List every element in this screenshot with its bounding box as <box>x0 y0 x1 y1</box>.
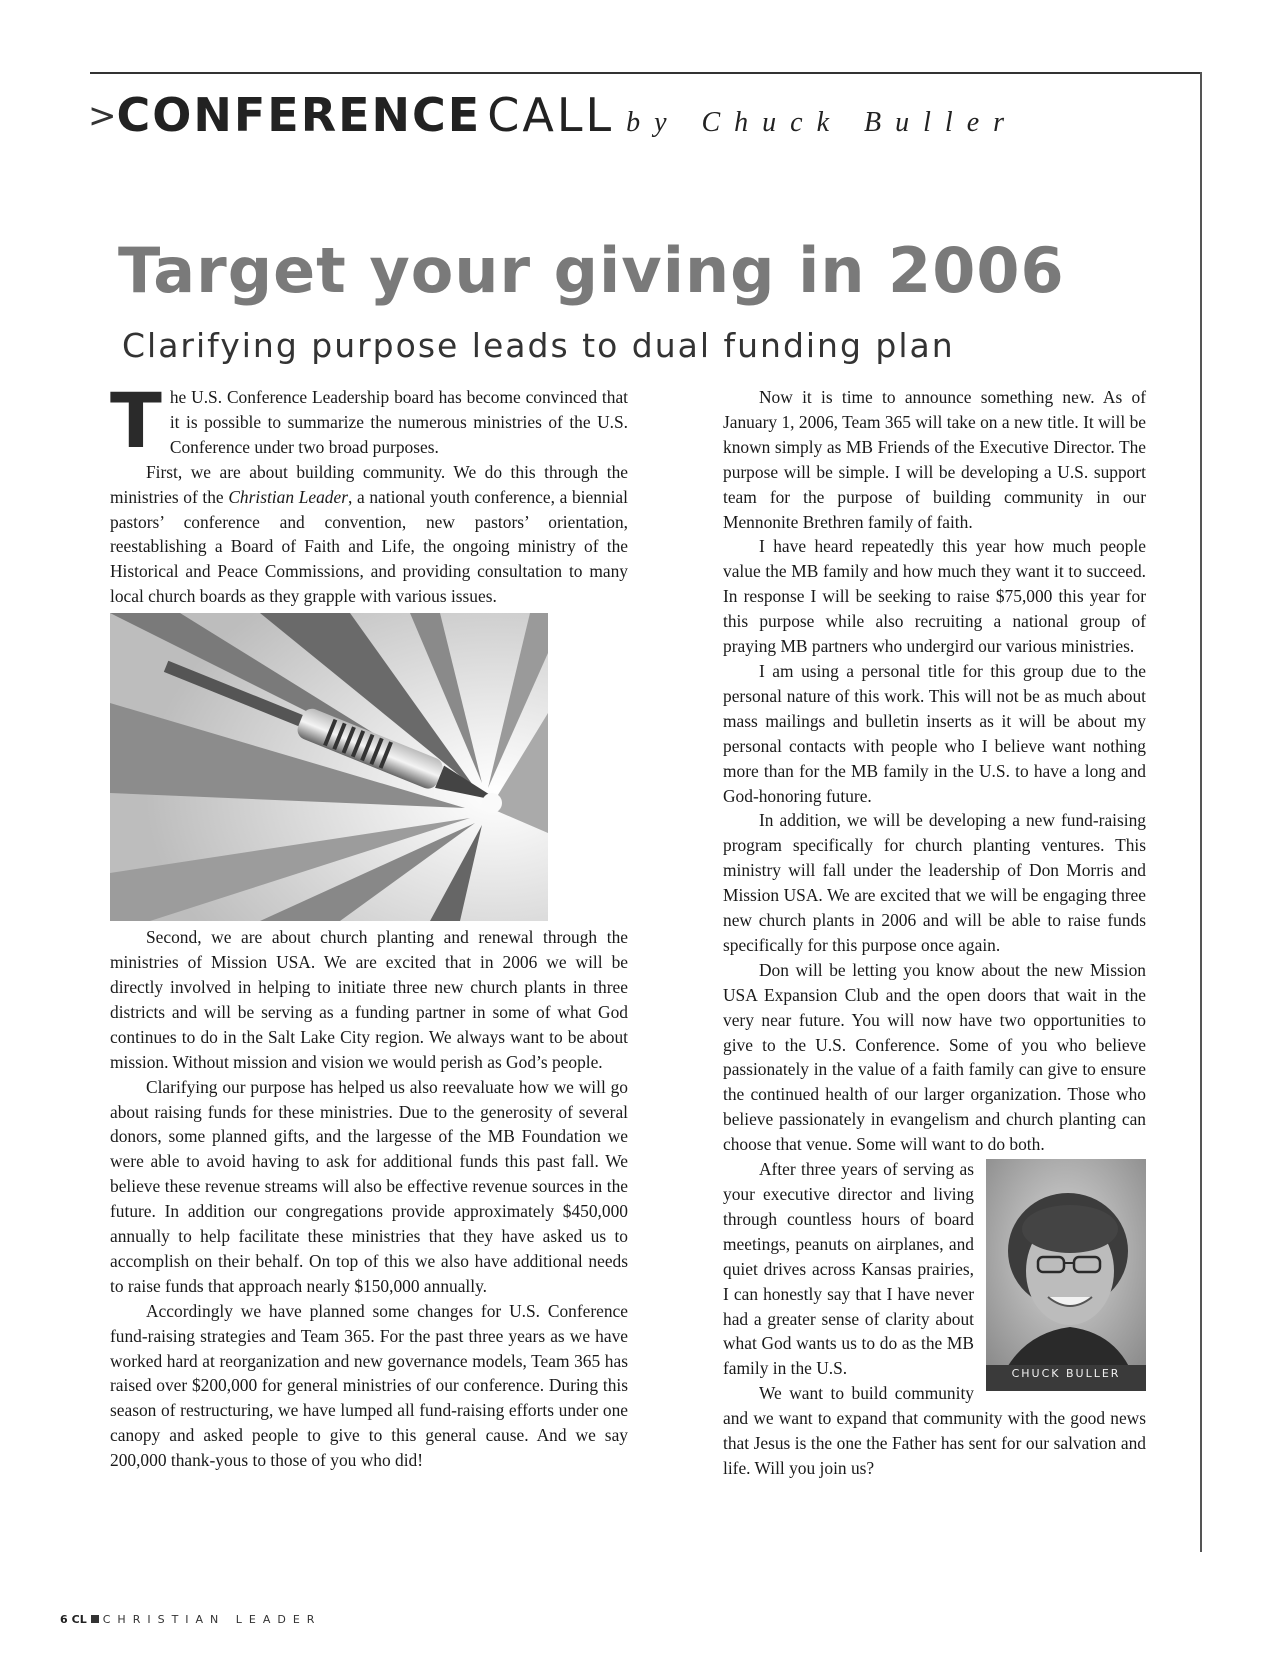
right-rule <box>1200 72 1202 1552</box>
deck-subheadline: Clarifying purpose leads to dual funding plan <box>122 326 955 365</box>
paragraph: After three years of serving as your executive director and living through countless hours of board meetings, peanuts on airplanes, and quiet drives across Kansas prairies, I can honestly say that I have never had a greater sense of clarity about what God wants us to do as the MB family in the U.S. <box>723 1159 974 1379</box>
top-rule <box>90 72 1202 74</box>
column-heading <box>88 88 1018 148</box>
article-left-column <box>110 376 628 1473</box>
paragraph: We want to build community and we want to expand that community with the good news that Jesus is the one the Father has sent for our salvation and life. Will you join us? <box>723 1383 1146 1478</box>
drop-cap: T <box>110 376 162 465</box>
portrait-image <box>986 1159 1146 1391</box>
darts-image <box>110 613 548 921</box>
paragraph: Don will be letting you know about the new Mission USA Expansion Club and the open doors that wait in the very near future. You will now have two opportunities to give to the U.S. Conference. Some of you who believe passionately in the value of a faith family can give to ensure the continued health of our larger organization. Those who believe passionately in evangelism and church planting can choose that venue. Some will want to do both. <box>723 959 1146 1155</box>
photo-caption: CHUCK BULLER <box>1011 1367 1121 1381</box>
page-footer <box>60 1613 321 1626</box>
paragraph: Second, we are about church planting and renewal through the ministries of Mission USA. We are excited that in 2006 we will be directly involved in helping to initiate three new church plants in three districts and will be serving as a funding partner in some of what God continues to do in the Salt Lake City region. We always want to be about mission. Without mission and vision we would perish as God’s people. <box>110 927 628 1072</box>
publication-title: Christian Leader <box>228 486 348 507</box>
magazine-abbreviation: CL <box>71 1613 87 1626</box>
column-title-light: CALL <box>487 88 615 142</box>
darts-photo <box>110 613 548 921</box>
headline: Target your giving in 2006 <box>118 234 1065 307</box>
paragraph: In addition, we will be developing a new fund-raising program specifically for church planting ventures. This ministry will fall under the leadership of Don Morris and Mission USA. We are excited that we will be engaging three new church plants in 2006 and will be able to raise funds specifically for this purpose once again. <box>723 810 1146 955</box>
page-number: 6 <box>60 1613 68 1626</box>
magazine-name: CHRISTIAN LEADER <box>102 1613 322 1626</box>
paragraph: The U.S. Conference Leadership board has become convinced that it is possible to summarize the numerous ministries of the U.S. Conference under two broad purposes. <box>110 376 628 465</box>
paragraph: Now it is time to announce something new. As of January 1, 2006, Team 365 will take on a new title. It will be known simply as MB Friends of the Executive Director. The purpose will be simple. I will be developing a U.S. support team for the purpose of building community in our Mennonite Brethren family of faith. <box>723 387 1146 532</box>
column-arrow: > <box>88 96 117 136</box>
byline: by Chuck Buller <box>626 107 1019 138</box>
footer-square-icon <box>91 1615 99 1623</box>
paragraph: I have heard repeatedly this year how much people value the MB family and how much they want it to succeed. In response I will be seeking to raise $75,000 this year for this purpose while also recruiting a national group of praying MB partners who undergird our various ministries. <box>723 536 1146 657</box>
article-right-column <box>723 385 1146 1481</box>
paragraph: First, we are about building community. We do this through the ministries of the Christian Leader, a national youth conference, a biennial pastors’ conference and convention, new pastors’ orientation, reestablishing a Board of Faith and Life, the ongoing ministry of the Historical and Peace Commissions, and providing consultation to many local church boards as they grapple with various issues. <box>110 461 628 607</box>
author-photo <box>986 1159 1146 1391</box>
column-title-bold: CONFERENCE <box>116 88 482 142</box>
paragraph: Clarifying our purpose has helped us also reevaluate how we will go about raising funds for these ministries. Due to the generosity of several donors, some planned gifts, and the largesse of the MB Foundation we were able to avoid having to ask for additional funds this past fall. We believe these revenue streams will also be effective revenue sources in the future. In addition our congregations provide approximately $450,000 annually to help facilitate these ministries that they have asked us to accomplish on their behalf. On top of this we also have additional needs to raise funds that approach nearly $150,000 annually. <box>110 1076 628 1296</box>
paragraph: Accordingly we have planned some changes for U.S. Conference fund-raising strategies and Team 365. For the past three years as we have worked hard at reorganization and new governance models, Team 365 has raised over $200,000 for general ministries of our conference. During this season of restructuring, we have lumped all fund-raising efforts under one canopy and asked people to give to this general cause. And we say 200,000 thank-yous to those of you who did! <box>110 1300 628 1471</box>
paragraph: I am using a personal title for this group due to the personal nature of this work. This will not be as much about mass mailings and bulletin inserts as it will be about my personal contacts with people who I believe want nothing more than for the MB family in the U.S. to have a long and God-honoring future. <box>723 660 1146 806</box>
